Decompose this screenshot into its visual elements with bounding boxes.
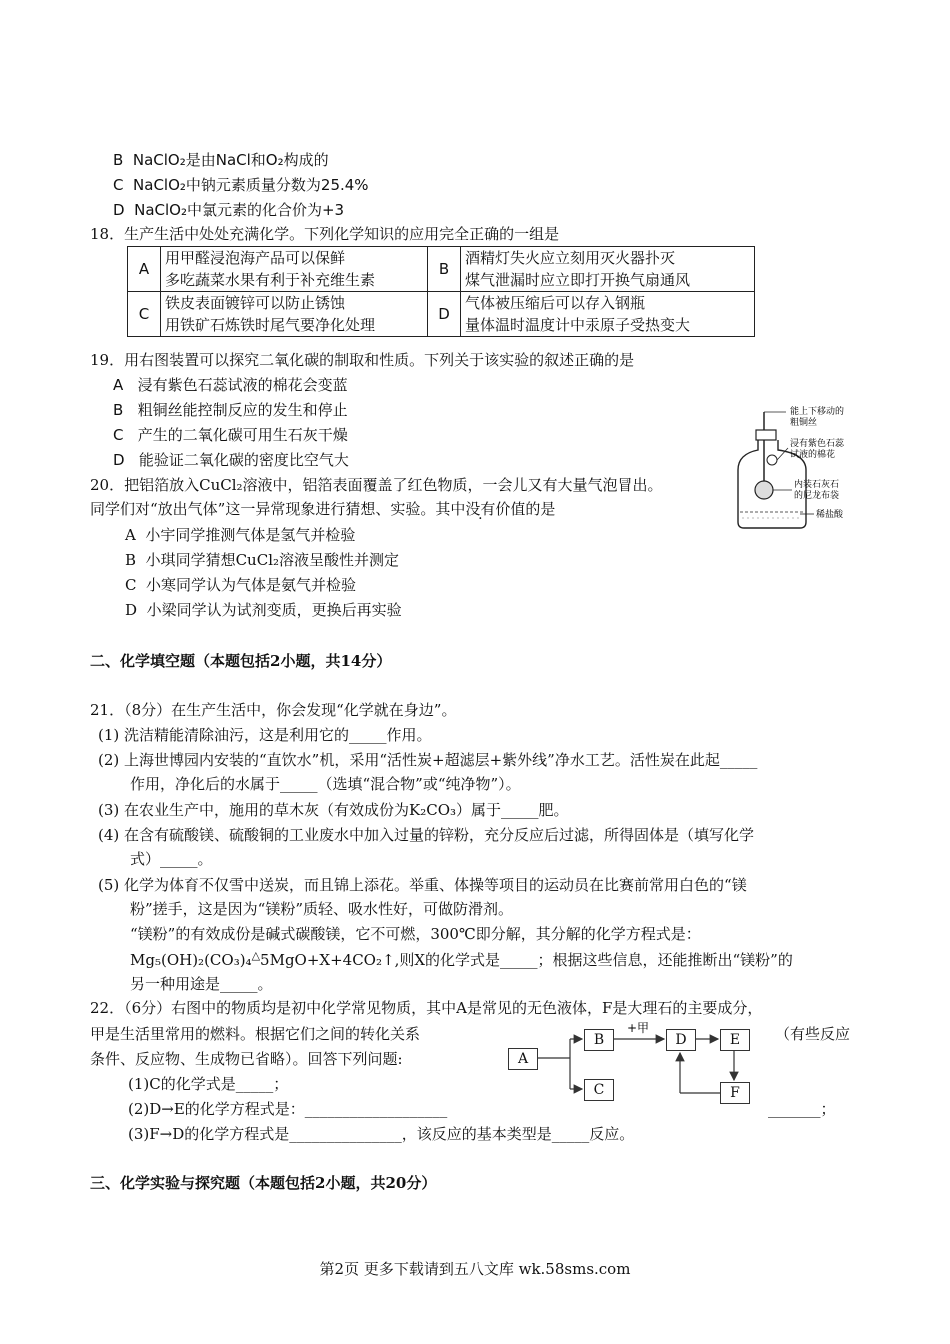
option-text: 浸有紫色石蕊试液的棉花会变蓝 — [137, 376, 348, 394]
q19-option-a — [113, 375, 348, 395]
page-footer: 第2页 更多下载请到五八文库 wk.58sms.com — [319, 1260, 631, 1278]
cell-line: 气体被压缩后可以存入钢瓶 — [465, 294, 646, 312]
cell-content — [161, 292, 428, 337]
cell-line: 量体温时温度计中汞原子受热变大 — [465, 316, 691, 334]
q20-stem-line2 — [90, 499, 555, 519]
q21-part-4b: 式）_____。 — [130, 850, 213, 868]
option-text: 粗铜丝能控制反应的发生和停止 — [137, 401, 348, 419]
cotton-ball — [767, 455, 777, 465]
q22-part-2-tail: _______； — [768, 1100, 836, 1118]
table-row — [128, 247, 755, 292]
option-text: NaClO₂中氯元素的化合价为+3 — [134, 201, 345, 219]
q22-stem-line2: 甲是生活里常用的燃料。根据它们之间的转化关系 — [90, 1025, 421, 1043]
stopper — [756, 430, 776, 440]
q21-part-5e: 另一种用途是_____。 — [130, 975, 273, 993]
arrow-label-jia: +甲 — [627, 1021, 650, 1035]
q21-part-5b: 粉”搓手，这是因为“镁粉”质轻、吸水性好，可做防滑剂。 — [130, 900, 514, 918]
equation-text: 5MgO+X+4CO₂↑,则X的化学式是_____；根据这些信息，还能推断出“镁粉”的 — [260, 951, 793, 969]
nylon-bag — [755, 481, 773, 499]
cell-line: 铁皮表面镀锌可以防止锈蚀 — [165, 294, 346, 312]
node-c: C — [584, 1079, 614, 1101]
label-bag-1: 内装石灰石 — [794, 480, 840, 490]
q22-transformation-diagram — [500, 1018, 780, 1110]
q21-part-2a: (2) 上海世博园内安装的“直饮水”机，采用“活性炭+超滤层+紫外线”净水工艺。活性炭在此起_____ — [98, 751, 758, 769]
stem-text: 价值的是 — [495, 500, 556, 518]
cell-line: 用甲醛浸泡海产品可以保鲜 — [165, 249, 346, 267]
option-text: 能验证二氧化碳的密度比空气大 — [138, 451, 349, 469]
option-label: B — [113, 151, 124, 169]
cell-label: D — [428, 292, 461, 337]
cell-line: 煤气泄漏时应立即打开换气扇通风 — [465, 271, 691, 289]
q19-option-d — [113, 450, 349, 470]
q19-option-c — [113, 425, 348, 445]
option-label: A — [125, 526, 136, 544]
emphasis-text: 没有 — [465, 500, 496, 518]
heat-symbol: △ — [251, 949, 261, 962]
section-3-heading: 三、化学实验与探究题（本题包括2小题，共20分） — [90, 1174, 437, 1192]
node-b: B — [584, 1029, 614, 1051]
option-text: NaClO₂中钠元素质量分数为25.4% — [133, 176, 369, 194]
q17-option-b — [113, 150, 329, 170]
q20-option-c — [125, 575, 356, 595]
label-wire-2: 粗铜丝 — [790, 418, 818, 428]
q21-part-5d — [130, 950, 793, 972]
cell-content — [461, 292, 755, 337]
option-label: D — [113, 201, 125, 219]
q17-option-c — [113, 175, 369, 195]
q20-option-d — [125, 600, 402, 620]
q21-part-5c: “镁粉”的有效成份是碱式碳酸镁，它不可燃，300℃即分解，其分解的化学方程式是： — [130, 925, 701, 943]
label-bag-2: 的尼龙布袋 — [794, 491, 840, 501]
option-text: 小寒同学认为气体是氨气并检验 — [146, 576, 357, 594]
table-row — [128, 292, 755, 337]
option-label: C — [113, 426, 124, 444]
stem-text: 同学们对“放出气体”这一异常现象进行猜想、实验。其中 — [90, 500, 466, 518]
q21-part-2b: 作用，净化后的水属于_____（选填“混合物”或“纯净物”）。 — [130, 775, 521, 793]
option-label: C — [113, 176, 124, 194]
q19-stem: 19．用右图装置可以探究二氧化碳的制取和性质。下列关于该实验的叙述正确的是 — [90, 351, 635, 369]
option-text: 小宇同学推测气体是氢气并检验 — [145, 526, 356, 544]
node-a: A — [508, 1048, 538, 1070]
section-2-heading: 二、化学填空题（本题包括2小题，共14分） — [90, 652, 392, 670]
q22-part-2: (2)D→E的化学方程式是：___________________ — [128, 1100, 448, 1118]
cell-content — [161, 247, 428, 292]
option-label: B — [125, 551, 137, 569]
cell-label: A — [128, 247, 161, 292]
option-label: B — [113, 401, 124, 419]
label-cotton-2: 试液的棉花 — [790, 450, 836, 460]
q20-option-b — [125, 550, 399, 570]
cell-content — [461, 247, 755, 292]
q22-part-3: (3)F→D的化学方程式是_______________，该反应的基本类型是_____反应。 — [128, 1125, 635, 1143]
q21-part-3: (3) 在农业生产中，施用的草木灰（有效成份为K₂CO₃）属于_____肥。 — [98, 801, 569, 819]
option-text: NaClO₂是由NaCl和O₂构成的 — [132, 151, 329, 169]
formula: Mg₅(OH)₂(CO₃)₄ — [130, 951, 252, 969]
q17-option-d — [113, 200, 344, 220]
node-d: D — [666, 1029, 696, 1051]
q18-stem: 18．生产生活中处处充满化学。下列化学知识的应用完全正确的一组是 — [90, 225, 560, 243]
q20-option-a — [125, 525, 355, 545]
label-cotton-1: 浸有紫色石蕊 — [790, 439, 845, 449]
option-text: 小琪同学猜想CuCl₂溶液呈酸性并测定 — [145, 551, 400, 569]
q21-part-4a: (4) 在含有硫酸镁、硫酸铜的工业废水中加入过量的锌粉，充分反应后过滤，所得固体是（填写化学 — [98, 826, 755, 844]
q21-stem: 21．（8分）在生产生活中，你会发现“化学就在身边”。 — [90, 701, 457, 719]
q18-table — [127, 246, 755, 337]
q21-part-1: (1) 洗洁精能清除油污，这是利用它的_____作用。 — [98, 726, 432, 744]
q22-part-1: (1)C的化学式是_____； — [128, 1075, 289, 1093]
cell-label: B — [428, 247, 461, 292]
q22-stem-line2-right: （有些反应 — [775, 1025, 851, 1043]
q22-stem-line3: 条件、反应物、生成物已省略）。回答下列问题: — [90, 1050, 403, 1068]
cell-line: 多吃蔬菜水果有利于补充维生素 — [165, 271, 376, 289]
option-text: 小梁同学认为试剂变质，更换后再实验 — [146, 601, 402, 619]
q19-option-b — [113, 400, 348, 420]
label-wire-1: 能上下移动的 — [790, 407, 845, 417]
option-label: A — [113, 376, 124, 394]
cell-label: C — [128, 292, 161, 337]
option-label: D — [125, 601, 138, 619]
option-label: D — [113, 451, 125, 469]
node-f: F — [720, 1082, 750, 1104]
option-label: C — [125, 576, 137, 594]
co2-apparatus-figure — [728, 404, 868, 534]
cell-line: 酒精灯失火应立刻用灭火器扑灭 — [465, 249, 676, 267]
q21-part-5a: (5) 化学为体育不仅雪中送炭，而且锦上添花。举重、体操等项目的运动员在比赛前常用白色的“镁 — [98, 876, 747, 894]
cell-line: 用铁矿石炼铁时尾气要净化处理 — [165, 316, 376, 334]
q22-stem-line1: 22．（6分）右图中的物质均是初中化学常见物质，其中A是常见的无色液体，F是大理石的主要成分， — [90, 999, 763, 1017]
node-e: E — [720, 1029, 750, 1051]
option-text: 产生的二氧化碳可用生石灰干燥 — [137, 426, 348, 444]
label-acid: 稀盐酸 — [816, 510, 844, 520]
q20-stem-line1: 20．把铝箔放入CuCl₂溶液中，铝箔表面覆盖了红色物质，一会儿又有大量气泡冒出。 — [90, 476, 663, 494]
